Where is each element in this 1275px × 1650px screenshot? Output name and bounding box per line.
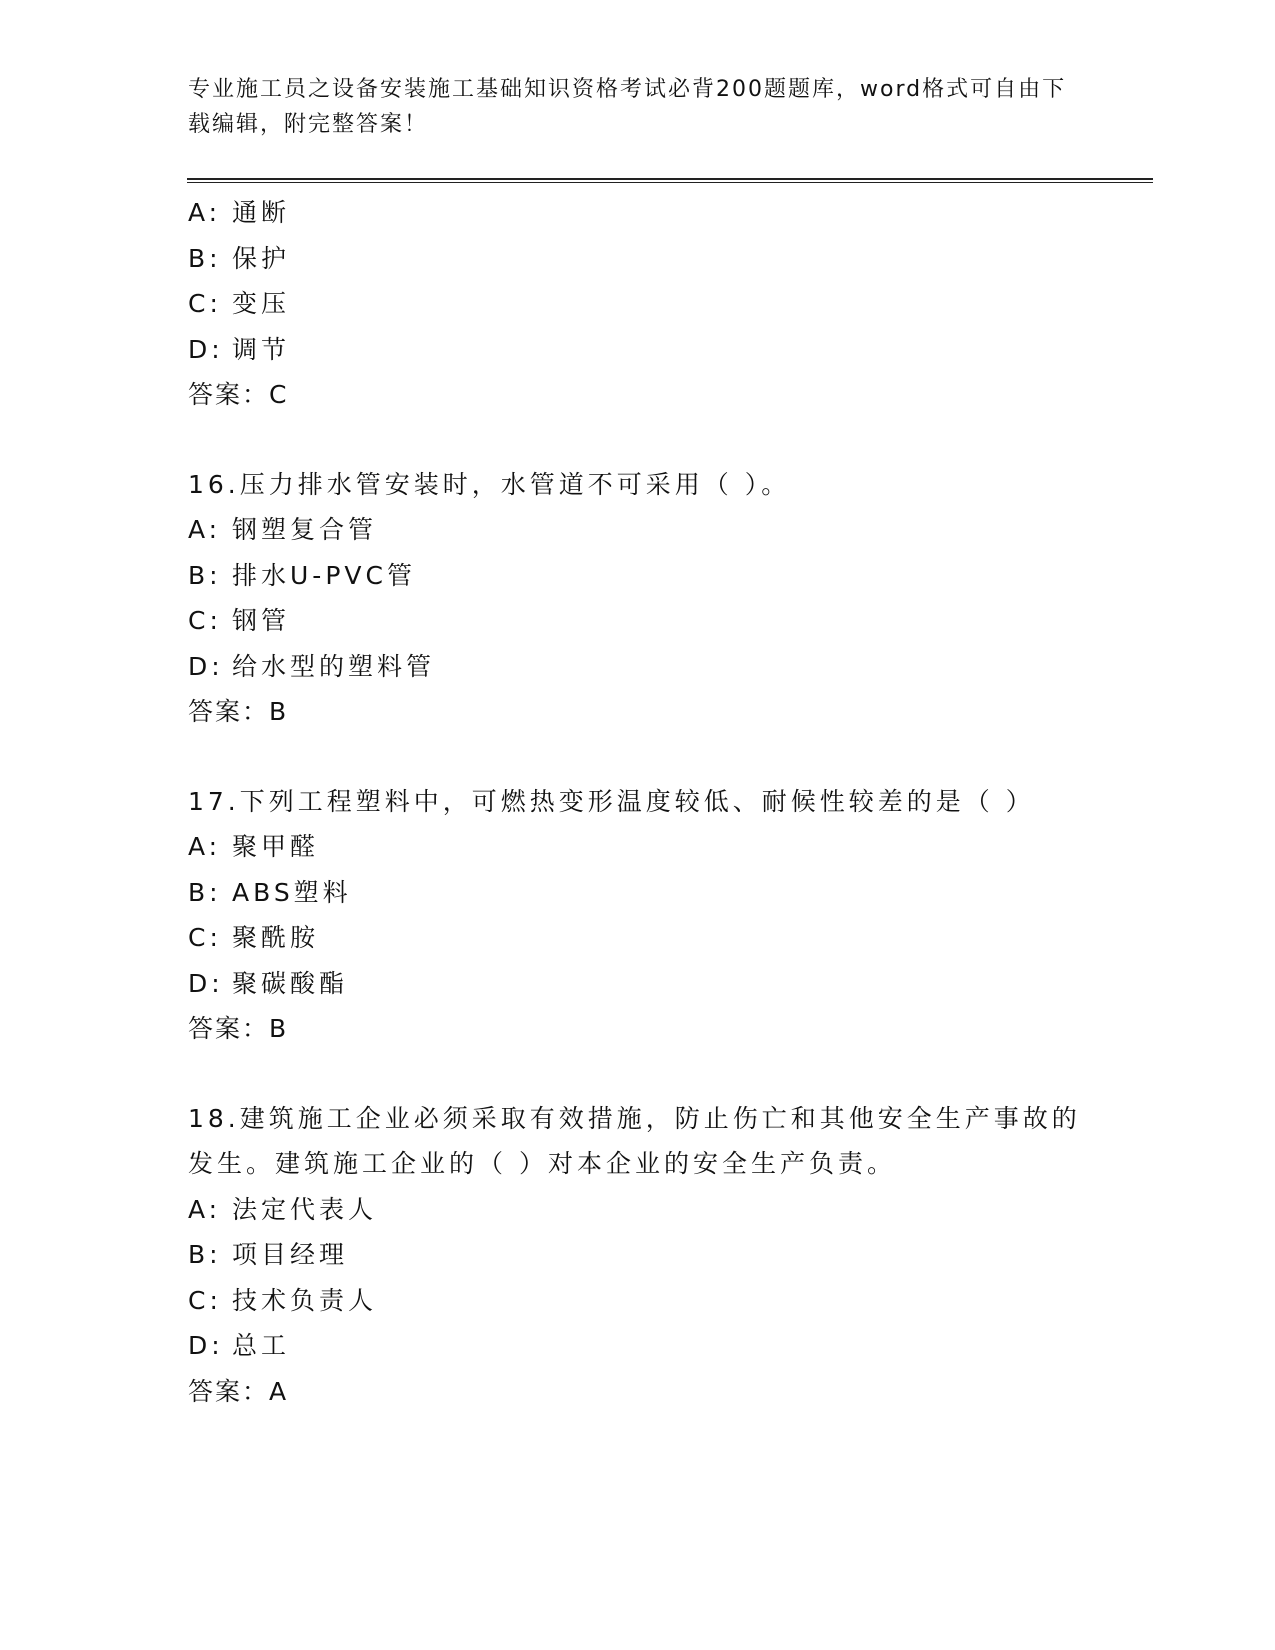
answer-line: 答案：B bbox=[188, 697, 289, 726]
option-a bbox=[188, 507, 1088, 553]
option-text: 通断 bbox=[232, 198, 291, 227]
answer-line: 答案：B bbox=[188, 1014, 289, 1043]
question-stem: 18.建筑施工企业必须采取有效措施，防止伤亡和其他安全生产事故的发生。建筑施工企业的（ ）对本企业的安全生产负责。 bbox=[188, 1103, 1081, 1178]
question-16 bbox=[188, 462, 1088, 735]
option-b bbox=[188, 870, 1088, 916]
option-letter: D: bbox=[188, 334, 224, 364]
option-text: 给水型的塑料管 bbox=[232, 651, 436, 681]
option-text: 保护 bbox=[232, 243, 291, 273]
option-letter: B: bbox=[188, 877, 222, 907]
option-text: 排水U-PVC管 bbox=[232, 560, 416, 590]
option-a bbox=[188, 824, 1088, 870]
option-text: 钢管 bbox=[232, 606, 291, 635]
option-text: 聚碳酸酯 bbox=[232, 968, 349, 998]
option-d bbox=[188, 644, 1088, 690]
option-letter: C: bbox=[188, 289, 222, 318]
option-text: 法定代表人 bbox=[232, 1194, 378, 1224]
option-letter: A: bbox=[188, 832, 222, 861]
answer-line: 答案：C bbox=[188, 380, 289, 409]
option-a bbox=[188, 190, 1088, 236]
option-d bbox=[188, 961, 1088, 1007]
option-text: 项目经理 bbox=[232, 1240, 349, 1269]
option-c bbox=[188, 281, 1088, 327]
question-list bbox=[188, 190, 1088, 1414]
option-text: 总工 bbox=[232, 1331, 291, 1360]
option-c bbox=[188, 915, 1088, 961]
option-letter: A: bbox=[188, 1194, 222, 1224]
option-text: 钢塑复合管 bbox=[232, 515, 378, 544]
answer-line: 答案：A bbox=[188, 1376, 289, 1406]
option-letter: C: bbox=[188, 1285, 222, 1315]
option-d bbox=[188, 1323, 1088, 1369]
option-letter: A: bbox=[188, 198, 222, 227]
option-letter: D: bbox=[188, 1331, 224, 1360]
option-text: 调节 bbox=[232, 334, 291, 364]
option-letter: B: bbox=[188, 1240, 222, 1269]
question-15 bbox=[188, 190, 1088, 418]
option-b bbox=[188, 553, 1088, 599]
option-text: ABS塑料 bbox=[232, 877, 352, 907]
option-c bbox=[188, 1278, 1088, 1324]
option-d bbox=[188, 327, 1088, 373]
header-divider bbox=[187, 178, 1153, 183]
option-letter: D: bbox=[188, 968, 224, 998]
option-text: 聚酰胺 bbox=[232, 923, 320, 952]
question-stem: 17.下列工程塑料中，可燃热变形温度较低、耐候性较差的是（ ） bbox=[188, 786, 1035, 816]
option-text: 技术负责人 bbox=[232, 1285, 378, 1315]
question-17 bbox=[188, 779, 1088, 1052]
option-letter: C: bbox=[188, 923, 222, 952]
option-letter: A: bbox=[188, 515, 222, 544]
question-stem: 16.压力排水管安装时，水管道不可采用（ ）。 bbox=[188, 469, 791, 499]
option-b bbox=[188, 1232, 1088, 1278]
option-text: 变压 bbox=[232, 289, 291, 318]
document-header: 专业施工员之设备安装施工基础知识资格考试必背200题题库，word格式可自由下载编辑，附完整答案！ bbox=[188, 77, 1067, 137]
option-letter: B: bbox=[188, 560, 222, 590]
option-b bbox=[188, 236, 1088, 282]
option-letter: B: bbox=[188, 243, 222, 273]
option-letter: C: bbox=[188, 606, 222, 635]
option-text: 聚甲醛 bbox=[232, 832, 320, 861]
question-18 bbox=[188, 1096, 1088, 1415]
option-letter: D: bbox=[188, 651, 224, 681]
option-c bbox=[188, 598, 1088, 644]
option-a bbox=[188, 1187, 1088, 1233]
